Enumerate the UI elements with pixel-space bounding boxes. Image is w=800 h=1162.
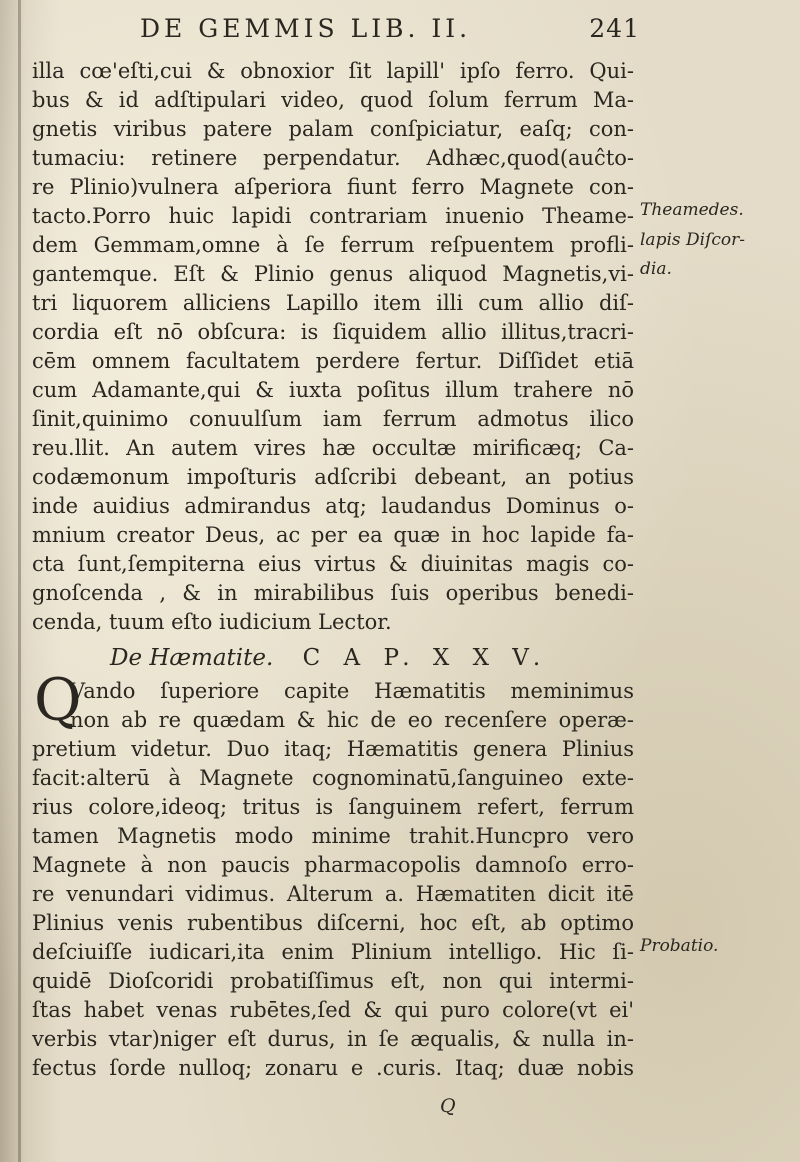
text-line: ſtas habet venas rubētes,ſed & qui puro colore(vt ei'	[32, 998, 634, 1022]
margin-note: Probatio.	[640, 936, 719, 956]
text-line: cum Adamante,qui & iuxta poſitus illum trahere nō	[32, 378, 634, 402]
catchword: Q	[440, 1095, 456, 1117]
drop-cap: Q	[34, 666, 82, 734]
text-line: tri liquorem alliciens Lapillo item illi cum allio diſ-	[32, 291, 634, 315]
text-line: gantemque. Eſt & Plinio genus aliquod Magnetis,vi-	[32, 262, 634, 286]
text-line: cēm omnem facultatem perdere fertur. Diſſidet etiā	[32, 349, 634, 373]
text-line: dem Gemmam,omne à ſe ferrum reſpuentem profli-	[32, 233, 634, 257]
text-line: reu.llit. An autem vires hæ occultæ mirificæq; Ca-	[32, 436, 634, 460]
text-line: tamen Magnetis modo minime trahit.Huncpro vero	[32, 824, 634, 848]
text-line: Magnete à non paucis pharmacopolis damnoſo erro-	[32, 853, 634, 877]
running-head	[140, 14, 640, 48]
margin-note: lapis Diſcor-	[640, 230, 746, 250]
margin-note: dia.	[640, 259, 672, 279]
text-line: cenda, tuum eſto iudicium Lector.	[32, 610, 392, 634]
page-number: 241	[589, 14, 640, 43]
text-line: mnium creator Deus, ac per ea quæ in hoc lapide fa-	[32, 523, 634, 547]
text-line: facit:alterū à Magnete cognominatū,ſanguineo exte-	[32, 766, 634, 790]
text-line: non ab re quædam & hic de eo recenſere operæ-	[70, 708, 634, 732]
text-line: fectus ſorde nulloq; zonaru e .curis. Itaq; duæ nobis	[32, 1056, 634, 1080]
chapter-number: C A P. X X V.	[302, 645, 549, 671]
text-line: Vando ſuperiore capite Hæmatitis meminimus	[70, 679, 634, 703]
chapter-heading	[110, 640, 560, 676]
text-line: cta ſunt,ſempiterna eius virtus & diuinitas magis co-	[32, 552, 634, 576]
text-line: inde auidius admirandus atq; laudandus Dominus o-	[32, 494, 634, 518]
text-line: codæmonum impoſturis adſcribi debeant, an potius	[32, 465, 634, 489]
text-line: rius colore,ideoq; tritus is ſanguinem refert, ferrum	[32, 795, 634, 819]
text-line: illa cœ'eſti,cui & obnoxior ſit lapill' ipſo ferro. Qui-	[32, 59, 634, 83]
text-line: Plinius venis rubentibus diſcerni, hoc eſt, ab optimo	[32, 911, 634, 935]
text-line: bus & id adſtipulari video, quod ſolum ferrum Ma-	[32, 88, 634, 112]
text-line: re venundari vidimus. Alterum a. Hæmatiten dicit itē	[32, 882, 634, 906]
running-head-title: DE GEMMIS LIB. II.	[140, 14, 472, 43]
text-line: pretium videtur. Duo itaq; Hæmatitis genera Plinius	[32, 737, 634, 761]
chapter-title: De Hæmatite.	[110, 645, 274, 671]
text-line: verbis vtar)niger eſt durus, in ſe æqualis, & nulla in-	[32, 1027, 634, 1051]
text-line: cordia eſt nō obſcura: is ſiquidem allio illitus,tracri-	[32, 320, 634, 344]
text-line: tumaciu: retinere perpendatur. Adhæc,quod(auĉto-	[32, 146, 634, 170]
text-line: tacto.Porro huic lapidi contrariam inuenio Theame-	[32, 204, 634, 228]
text-line: gnetis viribus patere palam conſpiciatur, eaſq; con-	[32, 117, 634, 141]
text-line: ſinit,quinimo conuulſum iam ferrum admotus ilico	[32, 407, 634, 431]
text-line: quidē Dioſcoridi probatiſſimus eſt, non qui intermi-	[32, 969, 634, 993]
margin-note: Theamedes.	[640, 200, 744, 220]
text-line: gnoſcenda , & in mirabilibus ſuis operibus benedi-	[32, 581, 634, 605]
text-line: deſciuiſſe iudicari,ita enim Plinium intelligo. Hic ſi-	[32, 940, 634, 964]
text-line: re Plinio)vulnera aſperiora fiunt ferro Magnete con-	[32, 175, 634, 199]
